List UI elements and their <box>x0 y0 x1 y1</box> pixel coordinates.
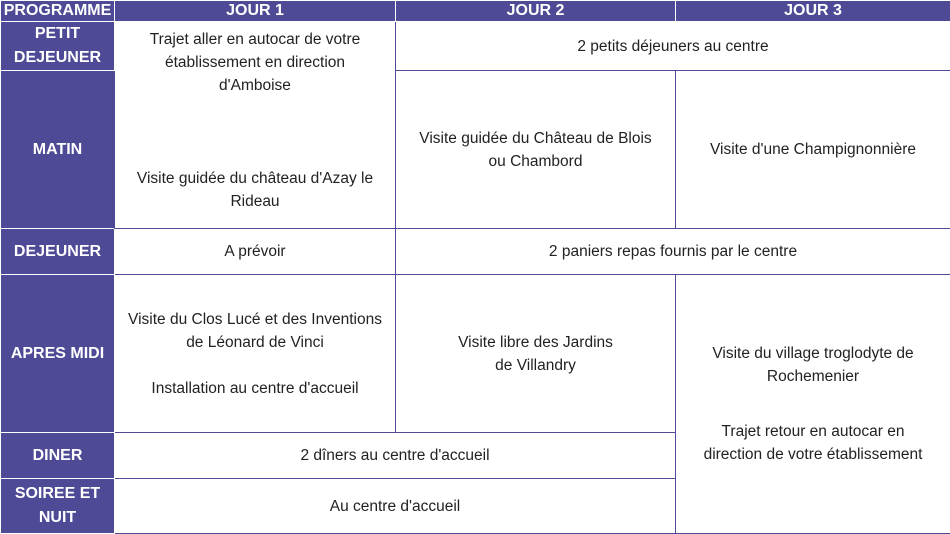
header-jour-1: JOUR 1 <box>115 1 396 22</box>
text-line: direction de votre établissement <box>679 443 947 466</box>
cell-jour23-dejeuner: 2 paniers repas fournis par le centre <box>396 229 950 275</box>
cell-jour2-matin <box>396 71 676 229</box>
cell-jour12-diner: 2 dîners au centre d'accueil <box>115 433 676 479</box>
text-line: Trajet retour en autocar en <box>679 420 947 443</box>
row-apres-midi <box>1 275 950 433</box>
text-line: Visite du village troglodyte de <box>679 342 947 365</box>
cell-jour12-soiree: Au centre d'accueil <box>115 479 676 534</box>
header-programme: PROGRAMME <box>1 1 115 22</box>
row-label-line: DEJEUNER <box>3 46 112 70</box>
text-line: Visite libre des Jardins <box>399 331 672 354</box>
header-jour-3: JOUR 3 <box>676 1 950 22</box>
row-dejeuner <box>1 229 950 275</box>
spacer <box>118 354 392 377</box>
cell-jour1-apres-midi <box>115 275 396 433</box>
spacer <box>679 388 947 420</box>
row-label-soiree-nuit <box>1 479 115 534</box>
header-jour-2: JOUR 2 <box>396 1 676 22</box>
text-line: Rochemenier <box>679 365 947 388</box>
row-label-matin: MATIN <box>1 71 115 229</box>
row-label-diner: DINER <box>1 433 115 479</box>
row-petit-dejeuner <box>1 22 950 71</box>
cell-jour2-apres-midi <box>396 275 676 433</box>
row-label-line: NUIT <box>3 506 112 530</box>
row-label-line: SOIREE ET <box>3 482 112 506</box>
text-line: d'Amboise <box>118 74 392 97</box>
text-line: Visite guidée du château d'Azay le <box>118 167 392 190</box>
text-line: ou Chambord <box>399 150 672 173</box>
cell-jour1-dejeuner: A prévoir <box>115 229 396 275</box>
text-line: Visite du Clos Lucé et des Inventions <box>118 308 392 331</box>
text-line: Rideau <box>118 190 392 213</box>
text-line: de Villandry <box>399 354 672 377</box>
cell-jour23-petit-dejeuner: 2 petits déjeuners au centre <box>396 22 950 71</box>
header-row <box>1 1 950 22</box>
text-line: établissement en direction <box>118 51 392 74</box>
cell-jour3-matin: Visite d'une Champignonnière <box>676 71 950 229</box>
row-label-petit-dejeuner <box>1 22 115 71</box>
text-line: Installation au centre d'accueil <box>118 377 392 400</box>
text-line: Trajet aller en autocar de votre <box>118 28 392 51</box>
text-line: Visite guidée du Château de Blois <box>399 127 672 150</box>
row-label-dejeuner: DEJEUNER <box>1 229 115 275</box>
row-label-apres-midi: APRES MIDI <box>1 275 115 433</box>
text-line: de Léonard de Vinci <box>118 331 392 354</box>
cell-jour1-depart-et-matin <box>115 22 396 229</box>
row-label-line: PETIT <box>3 22 112 46</box>
cell-jour3-apres-midi-et-retour <box>676 275 950 534</box>
